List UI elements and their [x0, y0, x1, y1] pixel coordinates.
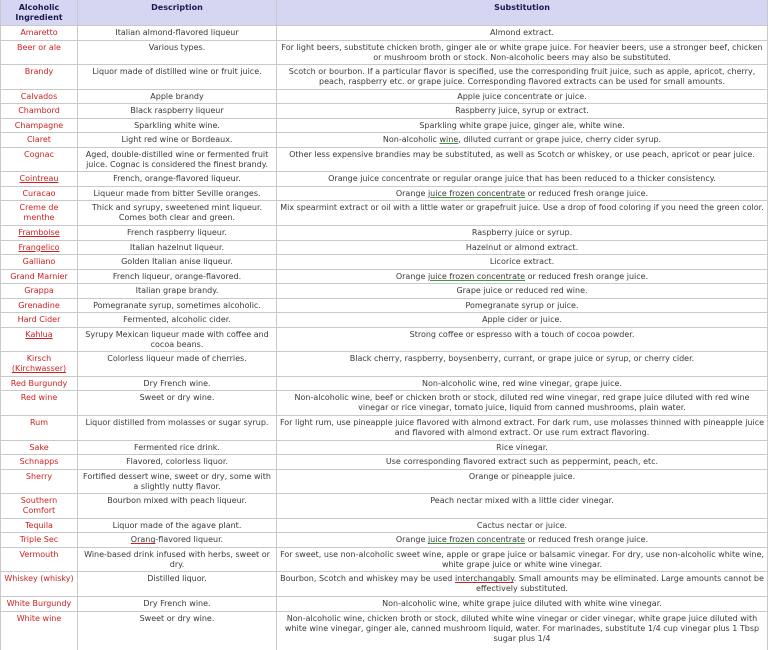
ingredient-text: Amaretto [20, 28, 58, 37]
description-cell [78, 284, 277, 298]
ingredient-text: Beer or ale [17, 42, 61, 52]
substitution-cell [277, 597, 768, 611]
column-header-substitution-label: Substitution [494, 3, 550, 12]
ingredient-cell [0, 352, 78, 376]
substitution-cell [277, 572, 768, 596]
table-row [0, 352, 768, 377]
description-cell [78, 226, 277, 240]
substitution-cell [277, 416, 768, 440]
table-row [0, 119, 768, 134]
table-row [0, 104, 768, 119]
substitution-text: Almond extract. [490, 28, 554, 37]
ingredient-text: (Kirchwasser) [11, 364, 67, 374]
substitution-cell [277, 519, 768, 533]
description-text: Apple brandy [150, 91, 204, 101]
description-text: Aged, double-distilled wine or fermented fruit juice. Cognac is considered the finest brandy. [85, 149, 269, 169]
ingredient-cell [0, 172, 78, 186]
table-row [0, 612, 768, 650]
substitution-text: Hazelnut or almond extract. [465, 242, 579, 252]
ingredient-cell [0, 612, 78, 650]
substitution-cell [277, 313, 768, 327]
substitution-text: Sparkling white grape juice, ginger ale, white wine. [419, 120, 625, 130]
description-cell [78, 255, 277, 269]
ingredient-cell [0, 255, 78, 269]
description-cell [78, 494, 277, 518]
substitution-text: Non-alcoholic [382, 135, 440, 145]
table-row [0, 494, 768, 519]
description-cell [78, 65, 277, 89]
table-body [0, 26, 768, 650]
ingredient-text: Tequila [25, 520, 53, 530]
substitution-cell [277, 148, 768, 172]
description-cell [78, 441, 277, 455]
description-cell [78, 416, 277, 440]
substitution-text: For light beers, substitute chicken broth, ginger ale or white grape juice. For heavier beers, use a stronger beef, chicken or mushroom broth or stock. Non-alcoholic beers may also be substituted. [281, 42, 763, 62]
substitution-cell [277, 284, 768, 298]
table-row [0, 90, 768, 105]
substitution-text: Bourbon, Scotch and whiskey may be used [280, 574, 455, 584]
ingredient-cell [0, 470, 78, 494]
table-row [0, 65, 768, 90]
substitution-cell [277, 455, 768, 469]
substitution-cell [277, 26, 768, 40]
description-text: French raspberry liqueur. [127, 228, 227, 238]
column-header-substitution [277, 0, 768, 25]
description-cell [78, 470, 277, 494]
description-text: Dry French wine. [143, 378, 211, 388]
ingredient-text: Triple Sec [19, 535, 59, 545]
ingredient-cell [0, 377, 78, 391]
substitution-cell [277, 328, 768, 352]
description-cell [78, 104, 277, 118]
ingredient-cell [0, 533, 78, 547]
description-text: -flavored liqueur. [155, 535, 224, 545]
substitution-cell [277, 391, 768, 415]
description-text: Fermented rice drink. [134, 442, 220, 452]
description-cell [78, 548, 277, 572]
description-text: Sweet or dry wine. [139, 393, 215, 403]
description-cell [78, 119, 277, 133]
substitution-cell [277, 41, 768, 65]
description-text: Orang [130, 535, 156, 545]
substitution-text: Non-alcoholic wine, beef or chicken broth or stock, diluted red wine vinegar, red grape juice diluted with red wine vinegar or rice vinegar, tomato juice, liquid from canned mushrooms, plain water. [294, 393, 750, 413]
ingredient-cell [0, 41, 78, 65]
ingredient-cell [0, 519, 78, 533]
table-row [0, 284, 768, 299]
ingredient-cell [0, 65, 78, 89]
ingredient-cell [0, 494, 78, 518]
ingredient-text: Hard Cider [17, 315, 61, 325]
table-row [0, 328, 768, 353]
ingredient-cell [0, 90, 78, 104]
description-text: Thick and syrupy, sweetened mint liqueur. Comes both clear and green. [91, 203, 263, 223]
description-text: Liquor distilled from molasses or sugar syrup. [85, 418, 269, 428]
table-row [0, 377, 768, 392]
substitution-cell [277, 104, 768, 118]
ingredient-cell [0, 133, 78, 147]
description-cell [78, 41, 277, 65]
description-cell [78, 26, 277, 40]
table-row [0, 441, 768, 456]
table-row [0, 172, 768, 187]
substitution-cell [277, 255, 768, 269]
ingredient-cell [0, 201, 78, 225]
description-cell [78, 612, 277, 650]
ingredient-text: Schnapps [19, 457, 59, 467]
description-cell [78, 328, 277, 352]
ingredient-cell [0, 572, 78, 596]
ingredient-text: Kirsch [26, 354, 52, 364]
description-cell [78, 187, 277, 201]
substitution-cell [277, 548, 768, 572]
ingredient-text: Cognac [24, 149, 54, 159]
ingredient-cell [0, 104, 78, 118]
table-row [0, 519, 768, 534]
ingredient-cell [0, 548, 78, 572]
ingredient-cell [0, 416, 78, 440]
substitution-text: Cactus nectar or juice. [476, 520, 568, 530]
description-text: Wine-based drink infused with herbs, sweet or dry. [84, 549, 270, 569]
table-header [0, 0, 768, 26]
description-text: Fermented, alcoholic cider. [123, 315, 231, 325]
ingredient-text: Galliano [22, 257, 56, 267]
description-cell [78, 313, 277, 327]
ingredient-cell [0, 284, 78, 298]
substitution-cell [277, 533, 768, 547]
ingredient-text: Grenadine [18, 300, 60, 310]
substitution-text: Raspberry juice or syrup. [471, 228, 573, 238]
description-cell [78, 241, 277, 255]
ingredient-text: Sake [29, 442, 49, 452]
substitution-text: Scotch or bourbon. If a particular flavor is specified, use the corresponding fruit juice, such as apple, apricot, cherry, peach, raspberry etc. or grape juice. Corresponding flavored extracts can be used for small amounts. [288, 67, 756, 87]
table-row [0, 572, 768, 597]
description-text: Italian almond-flavored liqueur [115, 28, 239, 37]
substitution-cell [277, 187, 768, 201]
ingredient-text: Chambord [18, 106, 60, 116]
description-cell [78, 519, 277, 533]
substitution-text: or reduced fresh orange juice. [525, 271, 649, 281]
substitution-text: For light rum, use pineapple juice flavored with almond extract. For dark rum, use molasses thinned with pineapple juice and flavored with almond extract. Or use rum extract flavoring. [279, 418, 765, 438]
ingredient-cell [0, 391, 78, 415]
table-row [0, 313, 768, 328]
description-cell [78, 172, 277, 186]
table-row [0, 391, 768, 416]
ingredient-text: Southern Comfort [20, 496, 58, 516]
ingredient-cell [0, 119, 78, 133]
description-text: Pomegranate syrup, sometimes alcoholic. [93, 300, 261, 310]
description-text: French liqueur, orange-flavored. [112, 271, 242, 281]
description-cell [78, 133, 277, 147]
description-cell [78, 533, 277, 547]
substitution-cell [277, 226, 768, 240]
substitution-text: juice frozen concentrate [427, 188, 526, 198]
substitution-text: Orange or pineapple juice. [468, 471, 576, 481]
ingredient-text: Kahlua [25, 329, 53, 339]
ingredient-cell [0, 187, 78, 201]
table-row [0, 41, 768, 66]
substitution-text: For sweet, use non-alcoholic sweet wine, apple or grape juice or balsamic vinegar. For dry, use non-alcoholic white wine, white grape juice or white wine vinegar. [280, 549, 764, 569]
substitution-text: Strong coffee or espresso with a touch of cocoa powder. [409, 329, 635, 339]
substitution-text: Non-alcoholic wine, red wine vinegar, grape juice. [422, 378, 622, 388]
description-cell [78, 597, 277, 611]
ingredient-text: Sherry [25, 471, 53, 481]
substitution-cell [277, 299, 768, 313]
substitution-text: Orange [395, 188, 428, 198]
ingredient-text: Grappa [24, 286, 54, 296]
ingredient-text: White wine [16, 613, 62, 623]
ingredient-text: Champagne [14, 120, 64, 130]
column-header-ingredient [0, 0, 78, 25]
column-header-description-label: Description [151, 3, 203, 12]
ingredient-text: Rum [29, 418, 49, 428]
substitution-text: , diluted currant or grape juice, cherry cider syrup. [458, 135, 662, 145]
substitution-text: or reduced fresh orange juice. [525, 188, 649, 198]
substitution-text: Licorice extract. [489, 257, 555, 267]
description-cell [78, 572, 277, 596]
table-row [0, 533, 768, 548]
table-row [0, 187, 768, 202]
description-cell [78, 90, 277, 104]
substitution-text: Peach nectar mixed with a little cider vinegar. [430, 496, 614, 506]
ingredient-text: Brandy [24, 67, 54, 77]
table-row [0, 201, 768, 226]
substitution-text: Rice vinegar. [496, 442, 548, 452]
description-cell [78, 391, 277, 415]
description-text: Flavored, colorless liquor. [126, 457, 228, 467]
table-row [0, 148, 768, 173]
table-row [0, 133, 768, 148]
table-row [0, 470, 768, 495]
ingredient-cell [0, 328, 78, 352]
substitution-text: Use corresponding flavored extract such as peppermint, peach, etc. [385, 457, 659, 467]
description-text: Sparkling white wine. [134, 120, 220, 130]
substitution-text: or reduced fresh orange juice. [525, 535, 649, 545]
column-header-description [78, 0, 277, 25]
description-cell [78, 299, 277, 313]
ingredient-text: Frangelico [18, 242, 60, 252]
table-row [0, 416, 768, 441]
substitution-text: Mix spearmint extract or oil with a little water or grapefruit juice. Use a drop of food coloring if you need the green color. [280, 203, 764, 213]
description-cell [78, 201, 277, 225]
ingredient-text: White Burgundy [6, 598, 72, 608]
ingredient-text: Framboise [18, 228, 60, 238]
ingredient-text: Whiskey (whisky) [4, 574, 74, 584]
substitution-text: . Small amounts may be eliminated. Large amounts cannot be effectively substituted. [476, 574, 764, 594]
substitution-cell [277, 172, 768, 186]
ingredient-cell [0, 226, 78, 240]
description-text: Dry French wine. [143, 598, 211, 608]
description-cell [78, 377, 277, 391]
ingredient-text: Vermouth [19, 549, 59, 559]
description-text: Bourbon mixed with peach liqueur. [107, 496, 247, 506]
description-text: Distilled liquor. [147, 574, 207, 584]
substitution-cell [277, 241, 768, 255]
ingredient-cell [0, 455, 78, 469]
substitution-text: Orange juice concentrate or regular orange juice that has been reduced to a thicker consistency. [328, 174, 716, 184]
substitution-text: Black cherry, raspberry, boysenberry, currant, or grape juice or syrup, or cherry cider. [349, 354, 695, 364]
description-text: Liquor made of the agave plant. [112, 520, 242, 530]
table-row [0, 241, 768, 256]
description-text: Sweet or dry wine. [139, 613, 215, 623]
ingredient-cell [0, 299, 78, 313]
substitution-text: Other less expensive brandies may be substituted, as well as Scotch or whiskey, or use peach, apricot or pear juice. [289, 149, 755, 159]
table-row [0, 255, 768, 270]
table-row [0, 299, 768, 314]
table-row [0, 226, 768, 241]
description-text: Black raspberry liqueur [130, 106, 224, 116]
substitution-text: interchangably [454, 574, 514, 584]
ingredient-cell [0, 241, 78, 255]
description-cell [78, 352, 277, 376]
substitution-text: Non-alcoholic wine, chicken broth or stock, diluted white wine vinegar or cider vinegar, white grape juice diluted with white wine vinegar, ginger ale, canned mushroom liquid, water. For marinades, substitute 1/4 cup vinegar plus 1 Tbsp sugar plus 1/4 [284, 613, 760, 643]
ingredient-text: Creme de menthe [19, 203, 59, 223]
table-row [0, 26, 768, 41]
description-text: Colorless liqueur made of cherries. [107, 354, 247, 364]
ingredient-cell [0, 270, 78, 284]
substitution-text: wine [439, 135, 459, 145]
ingredient-cell [0, 26, 78, 40]
description-text: French, orange-flavored liqueur. [113, 174, 241, 184]
ingredient-cell [0, 597, 78, 611]
substitution-cell [277, 119, 768, 133]
description-text: Various types. [148, 42, 206, 52]
ingredient-text: Calvados [20, 91, 58, 101]
substitution-text: Non-alcoholic wine, white grape juice diluted with white wine vinegar. [382, 598, 662, 608]
ingredient-cell [0, 441, 78, 455]
substitution-text: juice frozen concentrate [427, 271, 526, 281]
description-cell [78, 148, 277, 172]
substitution-text: Apple juice concentrate or juice. [457, 91, 587, 101]
table-row [0, 548, 768, 573]
substitution-cell [277, 133, 768, 147]
ingredient-cell [0, 313, 78, 327]
substitution-cell [277, 65, 768, 89]
ingredient-text: Claret [27, 135, 51, 145]
substitution-text: Apple cider or juice. [482, 315, 562, 325]
table-row [0, 455, 768, 470]
substitution-cell [277, 377, 768, 391]
description-text: Italian grape brandy. [135, 286, 219, 296]
description-cell [78, 270, 277, 284]
table-row [0, 597, 768, 612]
substitution-text: Orange [395, 271, 428, 281]
description-text: Liqueur made from bitter Seville oranges. [93, 188, 261, 198]
substitution-cell [277, 201, 768, 225]
substitution-cell [277, 494, 768, 518]
ingredient-text: Red Burgundy [10, 378, 68, 388]
description-text: Syrupy Mexican liqueur made with coffee and cocoa beans. [85, 329, 269, 349]
ingredient-text: Red wine [20, 393, 58, 403]
substitution-text: Orange [395, 535, 428, 545]
description-text: Golden Italian anise liqueur. [121, 257, 233, 267]
substitution-text: Grape juice or reduced red wine. [456, 286, 588, 296]
ingredient-cell [0, 148, 78, 172]
substitution-text: juice frozen concentrate [427, 535, 526, 545]
substitution-text: Raspberry juice, syrup or extract. [455, 106, 589, 116]
description-text: Italian hazelnut liqueur. [129, 242, 225, 252]
ingredient-text: Cointreau [19, 174, 59, 184]
substitution-cell [277, 352, 768, 376]
description-text: Liquor made of distilled wine or fruit juice. [92, 67, 262, 77]
substitution-cell [277, 270, 768, 284]
substitution-cell [277, 470, 768, 494]
substitution-cell [277, 90, 768, 104]
substitution-cell [277, 441, 768, 455]
description-cell [78, 455, 277, 469]
description-text: Fortified dessert wine, sweet or dry, some with a slightly nutty flavor. [83, 471, 271, 491]
ingredient-text: Curacao [22, 188, 56, 198]
table-row [0, 270, 768, 285]
column-header-ingredient-label: Alcoholic Ingredient [15, 3, 63, 22]
description-text: Light red wine or Bordeaux. [121, 135, 233, 145]
substitution-text: Pomegranate syrup or juice. [465, 300, 579, 310]
substitution-cell [277, 612, 768, 650]
ingredient-text: Grand Marnier [10, 271, 68, 281]
